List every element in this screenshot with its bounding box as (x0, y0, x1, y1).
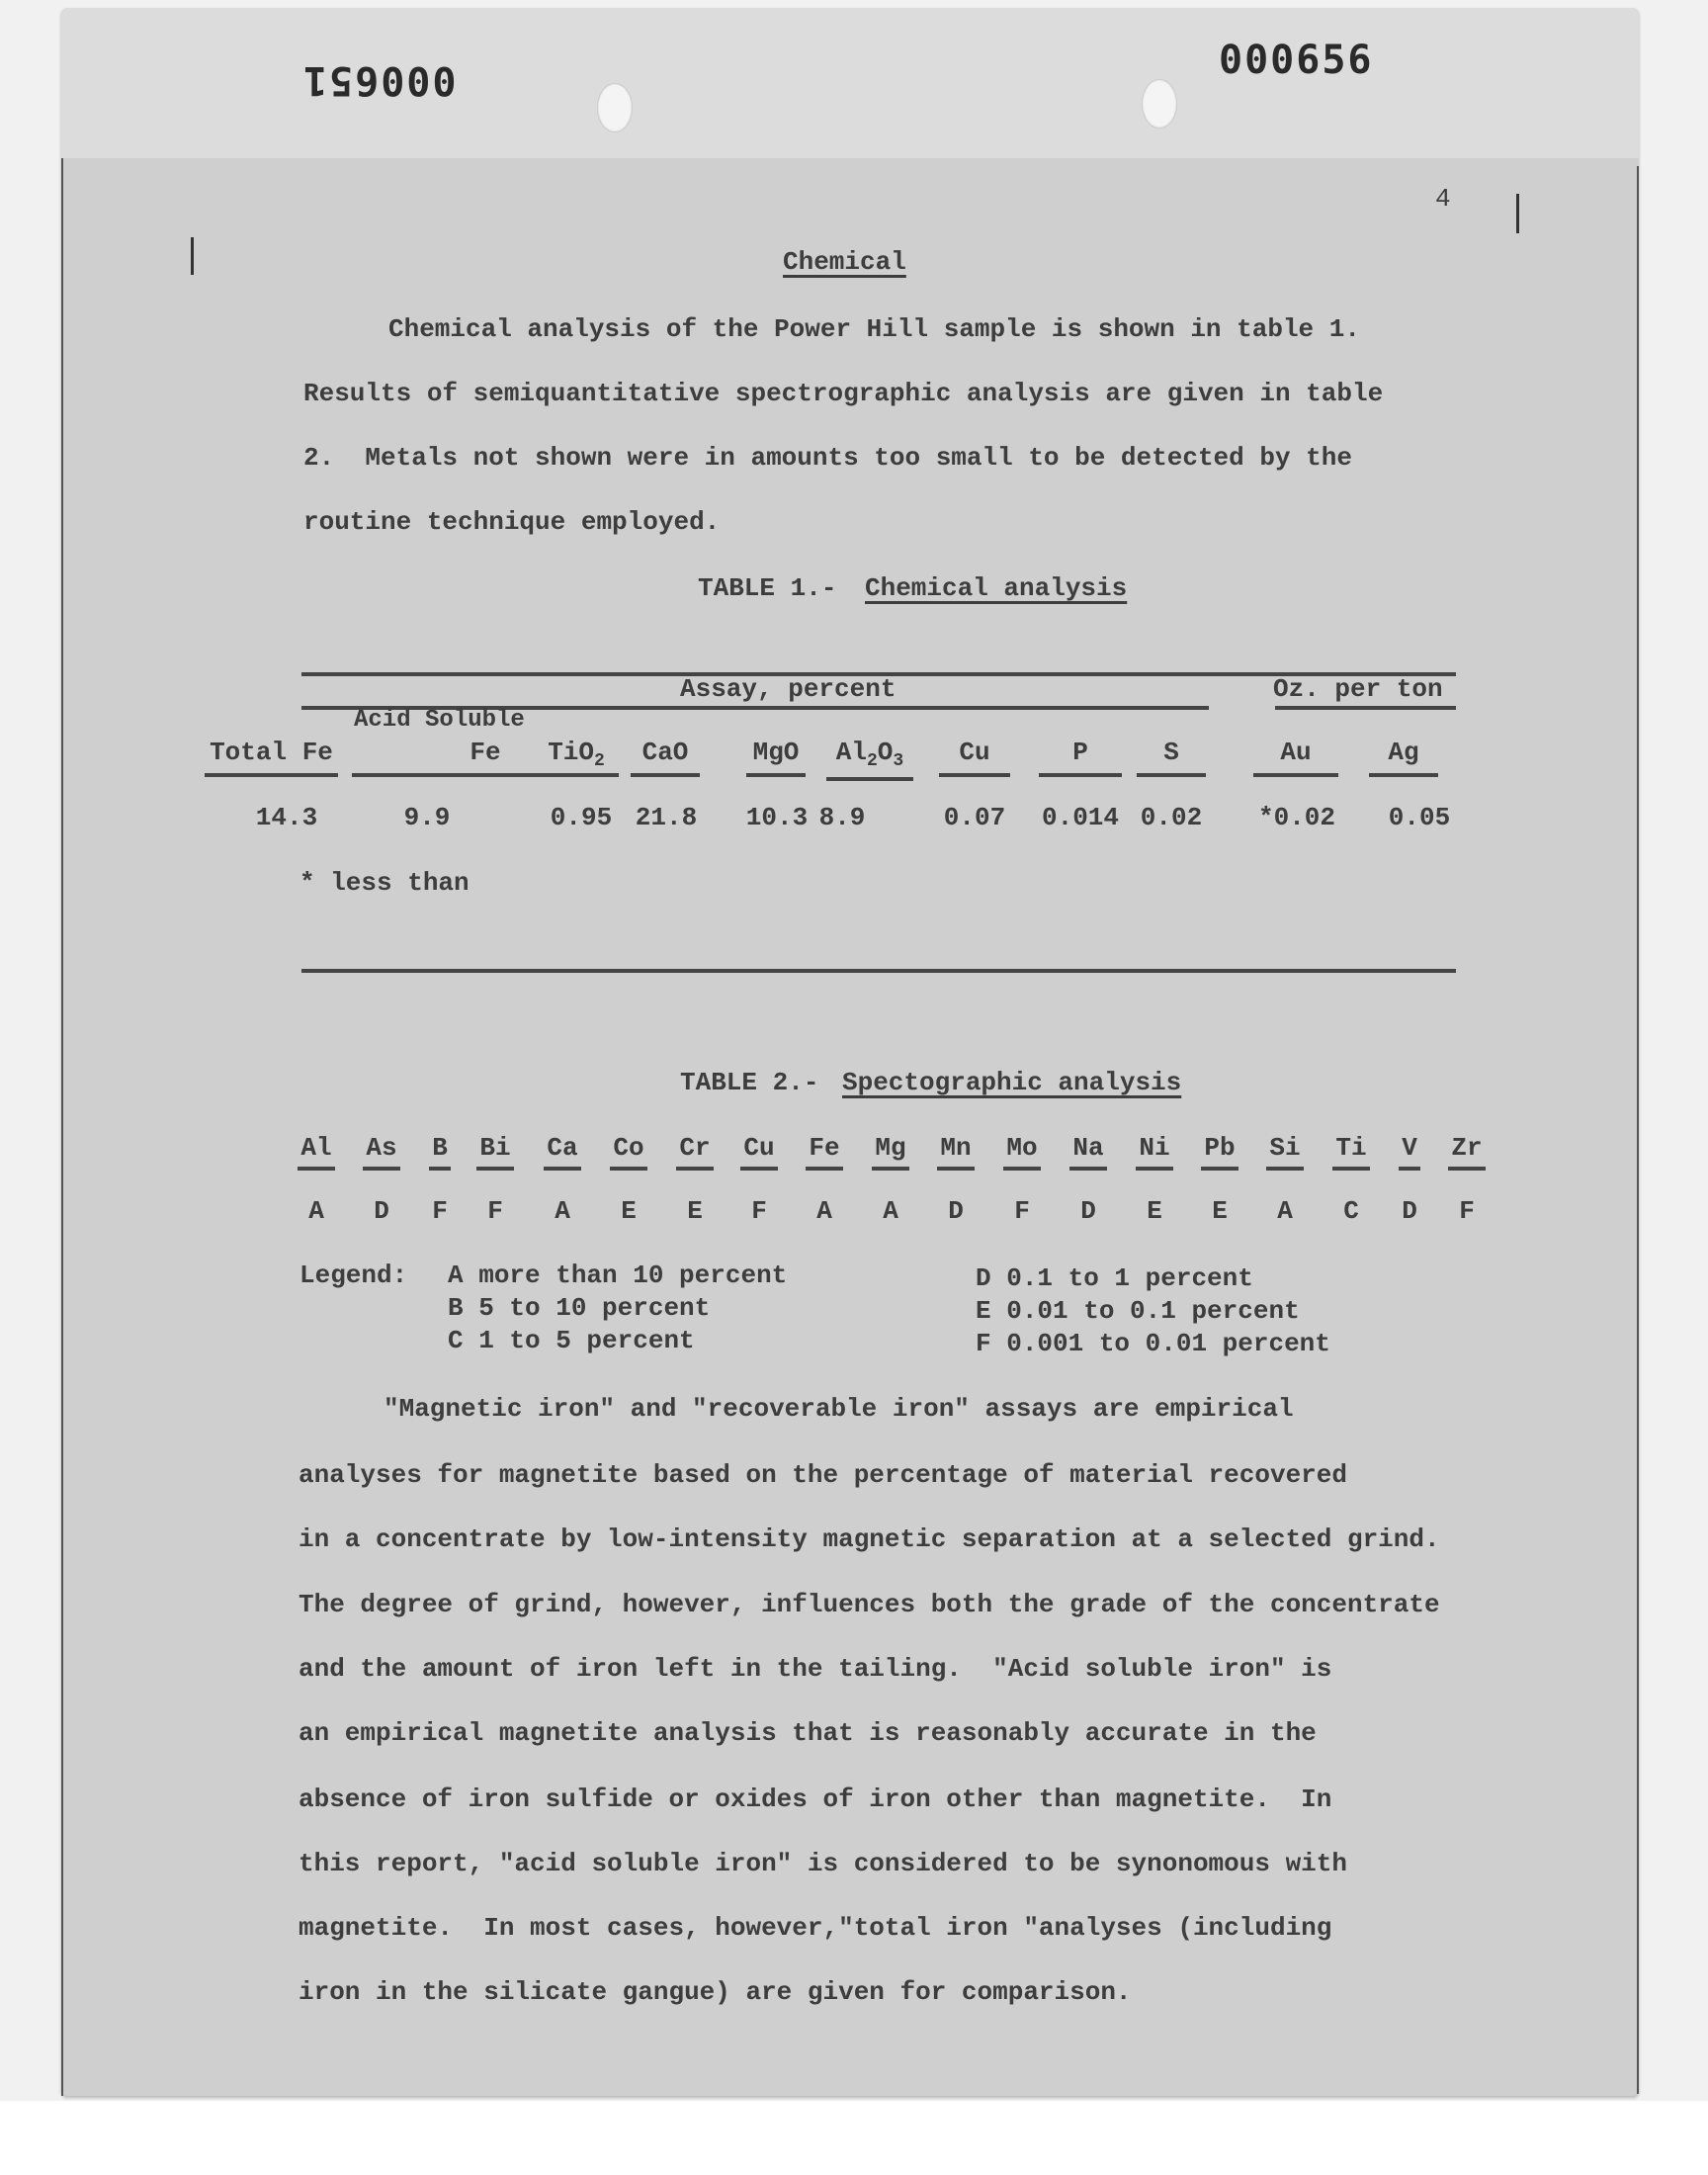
table2-element-grade: F (751, 1196, 767, 1226)
legend-item (448, 1261, 787, 1290)
legend-item (976, 1296, 1300, 1326)
table2-element-grade: C (1343, 1196, 1359, 1226)
table2-element-grade: E (687, 1196, 703, 1226)
table1-col-header: Cu (939, 738, 1010, 777)
legend-code: D (976, 1263, 991, 1293)
body-line: and the amount of iron left in the tailing. "Acid soluble iron" is (299, 1654, 1332, 1684)
table1-col-header: CaO (631, 738, 700, 777)
table2-element-symbol (1385, 1133, 1434, 1163)
element-symbol-label: Ti (1332, 1133, 1369, 1171)
table1-value: 14.3 (255, 803, 318, 832)
table1-title-prefix: TABLE 1.- (698, 573, 837, 603)
table2-element-symbol (1260, 1133, 1310, 1163)
body-line: "Magnetic iron" and "recoverable iron" assays are empirical (384, 1394, 1294, 1424)
legend-text: 0.1 to 1 percent (1006, 1263, 1253, 1293)
body-line: analyses for magnetite based on the percentage of material recovered (299, 1460, 1347, 1490)
table1-col-header: P (1039, 738, 1122, 777)
table1-col-header: TiO$_2$ (548, 738, 605, 771)
table2-element-grade: E (621, 1196, 637, 1226)
section-heading: Chemical (783, 247, 906, 277)
page-number: 4 (1435, 184, 1451, 214)
table1-footnote: * less than (299, 868, 470, 898)
table1-col-header: Au (1253, 738, 1338, 777)
table2-element-grade: F (1459, 1196, 1475, 1226)
body-line: iron in the silicate gangue) are given for comparison. (299, 1977, 1132, 2007)
punch-hole-right (1142, 79, 1177, 129)
table2-element-symbol (734, 1133, 784, 1163)
element-symbol-label: Zr (1448, 1133, 1485, 1171)
table2-element-symbol (357, 1133, 406, 1163)
body-line: this report, "acid soluble iron" is considered to be synonomous with (299, 1849, 1347, 1878)
table2-element-grade: A (883, 1196, 898, 1226)
table2-element-symbol (866, 1133, 915, 1163)
table2-element-grade: E (1212, 1196, 1228, 1226)
intro-line: 2. Metals not shown were in amounts too small to be detected by the (303, 443, 1352, 473)
table1-value: *0.02 (1257, 803, 1335, 832)
page-right-edge (1637, 166, 1639, 2094)
table2-element-symbol (931, 1133, 981, 1163)
table1-oz-rule (1275, 706, 1456, 710)
element-symbol-label: Mn (937, 1133, 974, 1171)
table2-element-grade: A (308, 1196, 324, 1226)
table2-element-symbol (1064, 1133, 1113, 1163)
table1-group-assay: Assay, percent (680, 674, 897, 704)
table2-element-symbol (538, 1133, 587, 1163)
page-stamp-left: 000651 (301, 57, 457, 103)
table2-element-symbol (1195, 1133, 1244, 1163)
table1-col-header: Total Fe (205, 738, 338, 777)
table2-element-symbol (1442, 1133, 1492, 1163)
table1-group-oz: Oz. per ton (1273, 674, 1443, 704)
element-symbol-label: Fe (806, 1133, 842, 1171)
table2-element-grade: F (1014, 1196, 1030, 1226)
legend-item (448, 1293, 710, 1323)
body-line: absence of iron sulfide or oxides of iron other than magnetite. In (299, 1784, 1332, 1814)
table2-element-grade: D (374, 1196, 389, 1226)
table1-value: 21.8 (635, 803, 698, 832)
legend-code: E (976, 1296, 991, 1326)
legend-code: F (976, 1329, 991, 1358)
element-symbol-label: Bi (476, 1133, 513, 1171)
table1-value: 0.02 (1140, 803, 1203, 832)
table2-element-symbol (1130, 1133, 1179, 1163)
table2-title: Spectographic analysis (842, 1068, 1182, 1097)
legend-text: 0.001 to 0.01 percent (1006, 1329, 1330, 1358)
table2-element-grade: F (487, 1196, 503, 1226)
legend-code: C (448, 1326, 464, 1355)
table2-title-prefix: TABLE 2.- (680, 1068, 819, 1097)
page-stamp-right: 000656 (1219, 38, 1374, 83)
table2-element-grade: D (1402, 1196, 1417, 1226)
margin-mark-right (1516, 194, 1519, 233)
element-symbol-label: Pb (1201, 1133, 1238, 1171)
element-symbol-label: Ni (1136, 1133, 1172, 1171)
table2-element-symbol (997, 1133, 1047, 1163)
element-symbol-label: Ca (544, 1133, 580, 1171)
element-symbol-label: V (1399, 1133, 1420, 1171)
legend-label: Legend: (299, 1261, 408, 1290)
table1-acid-soluble-label: Acid Soluble (354, 707, 525, 734)
element-symbol-label: Si (1266, 1133, 1303, 1171)
legend-text: 5 to 10 percent (478, 1293, 711, 1323)
legend-code: A (448, 1261, 464, 1290)
punch-hole-left (597, 83, 633, 132)
element-symbol-label: Co (610, 1133, 646, 1171)
table2-element-grade: E (1147, 1196, 1162, 1226)
legend-item (448, 1326, 695, 1355)
margin-mark-left (191, 237, 194, 275)
table2-element-grade: A (1277, 1196, 1293, 1226)
page-left-edge (61, 158, 63, 2096)
table1-value: 9.9 (403, 803, 451, 832)
table2-element-grade: A (555, 1196, 570, 1226)
intro-line: routine technique employed. (303, 507, 721, 537)
table2-element-symbol (292, 1133, 341, 1163)
table1-value: 10.3 (745, 803, 809, 832)
table2-element-grade: D (1080, 1196, 1096, 1226)
table2-element-symbol (670, 1133, 720, 1163)
table2-element-grade: D (948, 1196, 964, 1226)
table2-element-symbol (470, 1133, 520, 1163)
legend-item (976, 1263, 1253, 1293)
legend-text: 0.01 to 0.1 percent (1006, 1296, 1300, 1326)
body-line: an empirical magnetite analysis that is reasonably accurate in the (299, 1718, 1317, 1748)
table1-col-header: Fe (352, 738, 619, 777)
legend-code: B (448, 1293, 464, 1323)
legend-text: more than 10 percent (478, 1261, 788, 1290)
table1-value: 0.014 (1041, 803, 1119, 832)
table1-col-header: MgO (746, 738, 806, 777)
table1-value: 0.95 (550, 803, 613, 832)
table2-element-grade: A (816, 1196, 832, 1226)
element-symbol-label: Cr (676, 1133, 713, 1171)
table1-value: 8.9 (818, 803, 866, 832)
table1-bottom-rule (301, 969, 1456, 973)
table1-col-header: $Al_2O_3$ (826, 738, 913, 781)
element-symbol-label: B (429, 1133, 451, 1171)
table1-value: 0.05 (1388, 803, 1451, 832)
table1-title: Chemical analysis (865, 573, 1128, 603)
table2-element-symbol (415, 1133, 465, 1163)
table2-element-symbol (604, 1133, 653, 1163)
body-line: in a concentrate by low-intensity magnetic separation at a selected grind. (299, 1524, 1440, 1554)
table2-element-symbol (800, 1133, 849, 1163)
table2-element-grade: F (432, 1196, 448, 1226)
element-symbol-label: Mo (1003, 1133, 1040, 1171)
intro-line: Results of semiquantitative spectrographic analysis are given in table (303, 379, 1384, 408)
body-line: magnetite. In most cases, however,"total iron "analyses (including (299, 1913, 1332, 1943)
body-line: The degree of grind, however, influences both the grade of the concentrate (299, 1590, 1440, 1619)
element-symbol-label: As (363, 1133, 399, 1171)
element-symbol-label: Cu (740, 1133, 777, 1171)
table2-element-symbol (1326, 1133, 1376, 1163)
table1-col-header: S (1137, 738, 1206, 777)
element-symbol-label: Mg (872, 1133, 908, 1171)
table1-col-header: Ag (1369, 738, 1438, 777)
element-symbol-label: Na (1069, 1133, 1106, 1171)
table1-value: 0.07 (943, 803, 1006, 832)
element-symbol-label: Al (298, 1133, 334, 1171)
intro-line: Chemical analysis of the Power Hill sample is shown in table 1. (388, 314, 1360, 344)
legend-text: 1 to 5 percent (478, 1326, 695, 1355)
legend-item (976, 1329, 1330, 1358)
page-header-strip (61, 8, 1639, 158)
